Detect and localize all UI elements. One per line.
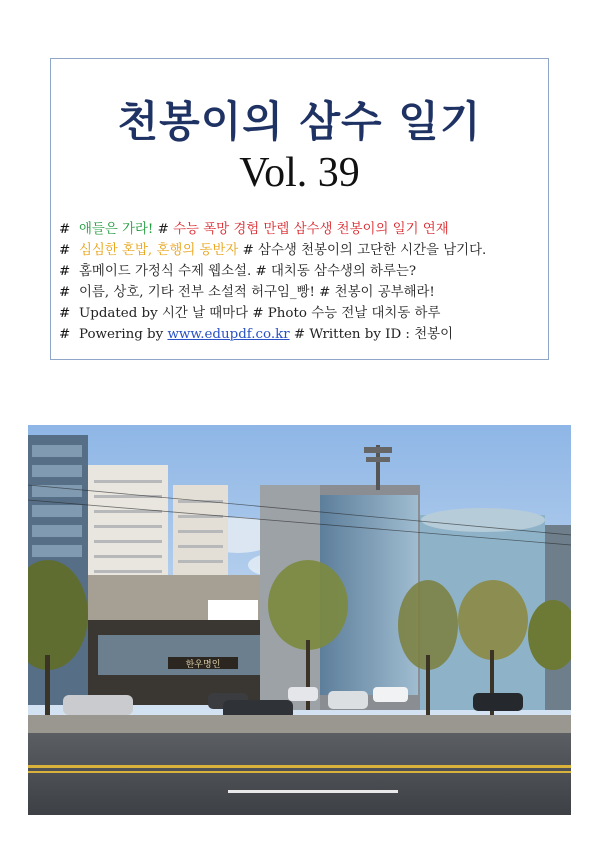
volume-label: Vol. 39 (239, 150, 360, 196)
hashtag-text: 수능 폭망 경험 만렙 삼수생 천봉이의 일기 연재 (173, 222, 449, 237)
hashtag-line (59, 324, 544, 345)
hash-mark: # (59, 264, 71, 279)
hashtag-text: 홈메이드 가정식 수제 웹소설. # 대치동 삼수생의 하루는? (79, 264, 417, 279)
shop-banner (208, 600, 258, 620)
hashtag-text: Updated by 시간 날 때마다 # Photo 수능 전날 대치동 하루 (79, 306, 441, 321)
hash-mark: # (59, 222, 71, 237)
street-photo-illustration (28, 425, 571, 815)
hash-mark: # (59, 306, 71, 321)
cover-box (50, 58, 549, 360)
hashtag-lines (59, 219, 544, 345)
hashtag-line (59, 219, 544, 240)
hashtag-text: Powering by (79, 327, 168, 342)
hashtag-text: 이름, 상호, 기타 전부 소설적 허구임_빵! # 천봉이 공부해라! (79, 285, 435, 300)
hashtag-text: 심심한 혼밥, 혼행의 동반자 (79, 243, 239, 258)
hashtag-text: # (157, 222, 174, 237)
hash-mark: # (59, 243, 71, 258)
hashtag-line (59, 303, 544, 324)
hashtag-line (59, 261, 544, 282)
document-title: 천봉이의 삼수 일기 (117, 97, 482, 146)
sidewalk (28, 715, 571, 733)
road (28, 733, 571, 815)
lane-marking (228, 790, 398, 793)
hash-mark: # (59, 285, 71, 300)
website-link[interactable]: www.edupdf.co.kr (167, 327, 290, 342)
shop-sign-text: 한우명인 (185, 660, 221, 670)
hashtag-text: # 삼수생 천봉이의 고단한 시간을 남기다. (238, 243, 487, 258)
hashtag-line (59, 282, 544, 303)
hashtag-text: # Written by ID : 천봉이 (289, 327, 454, 342)
center-line (28, 765, 571, 768)
hash-mark: # (59, 327, 71, 342)
street-photo (28, 425, 571, 815)
hashtag-line (59, 240, 544, 261)
hashtag-text: 애들은 가라! (79, 222, 158, 237)
